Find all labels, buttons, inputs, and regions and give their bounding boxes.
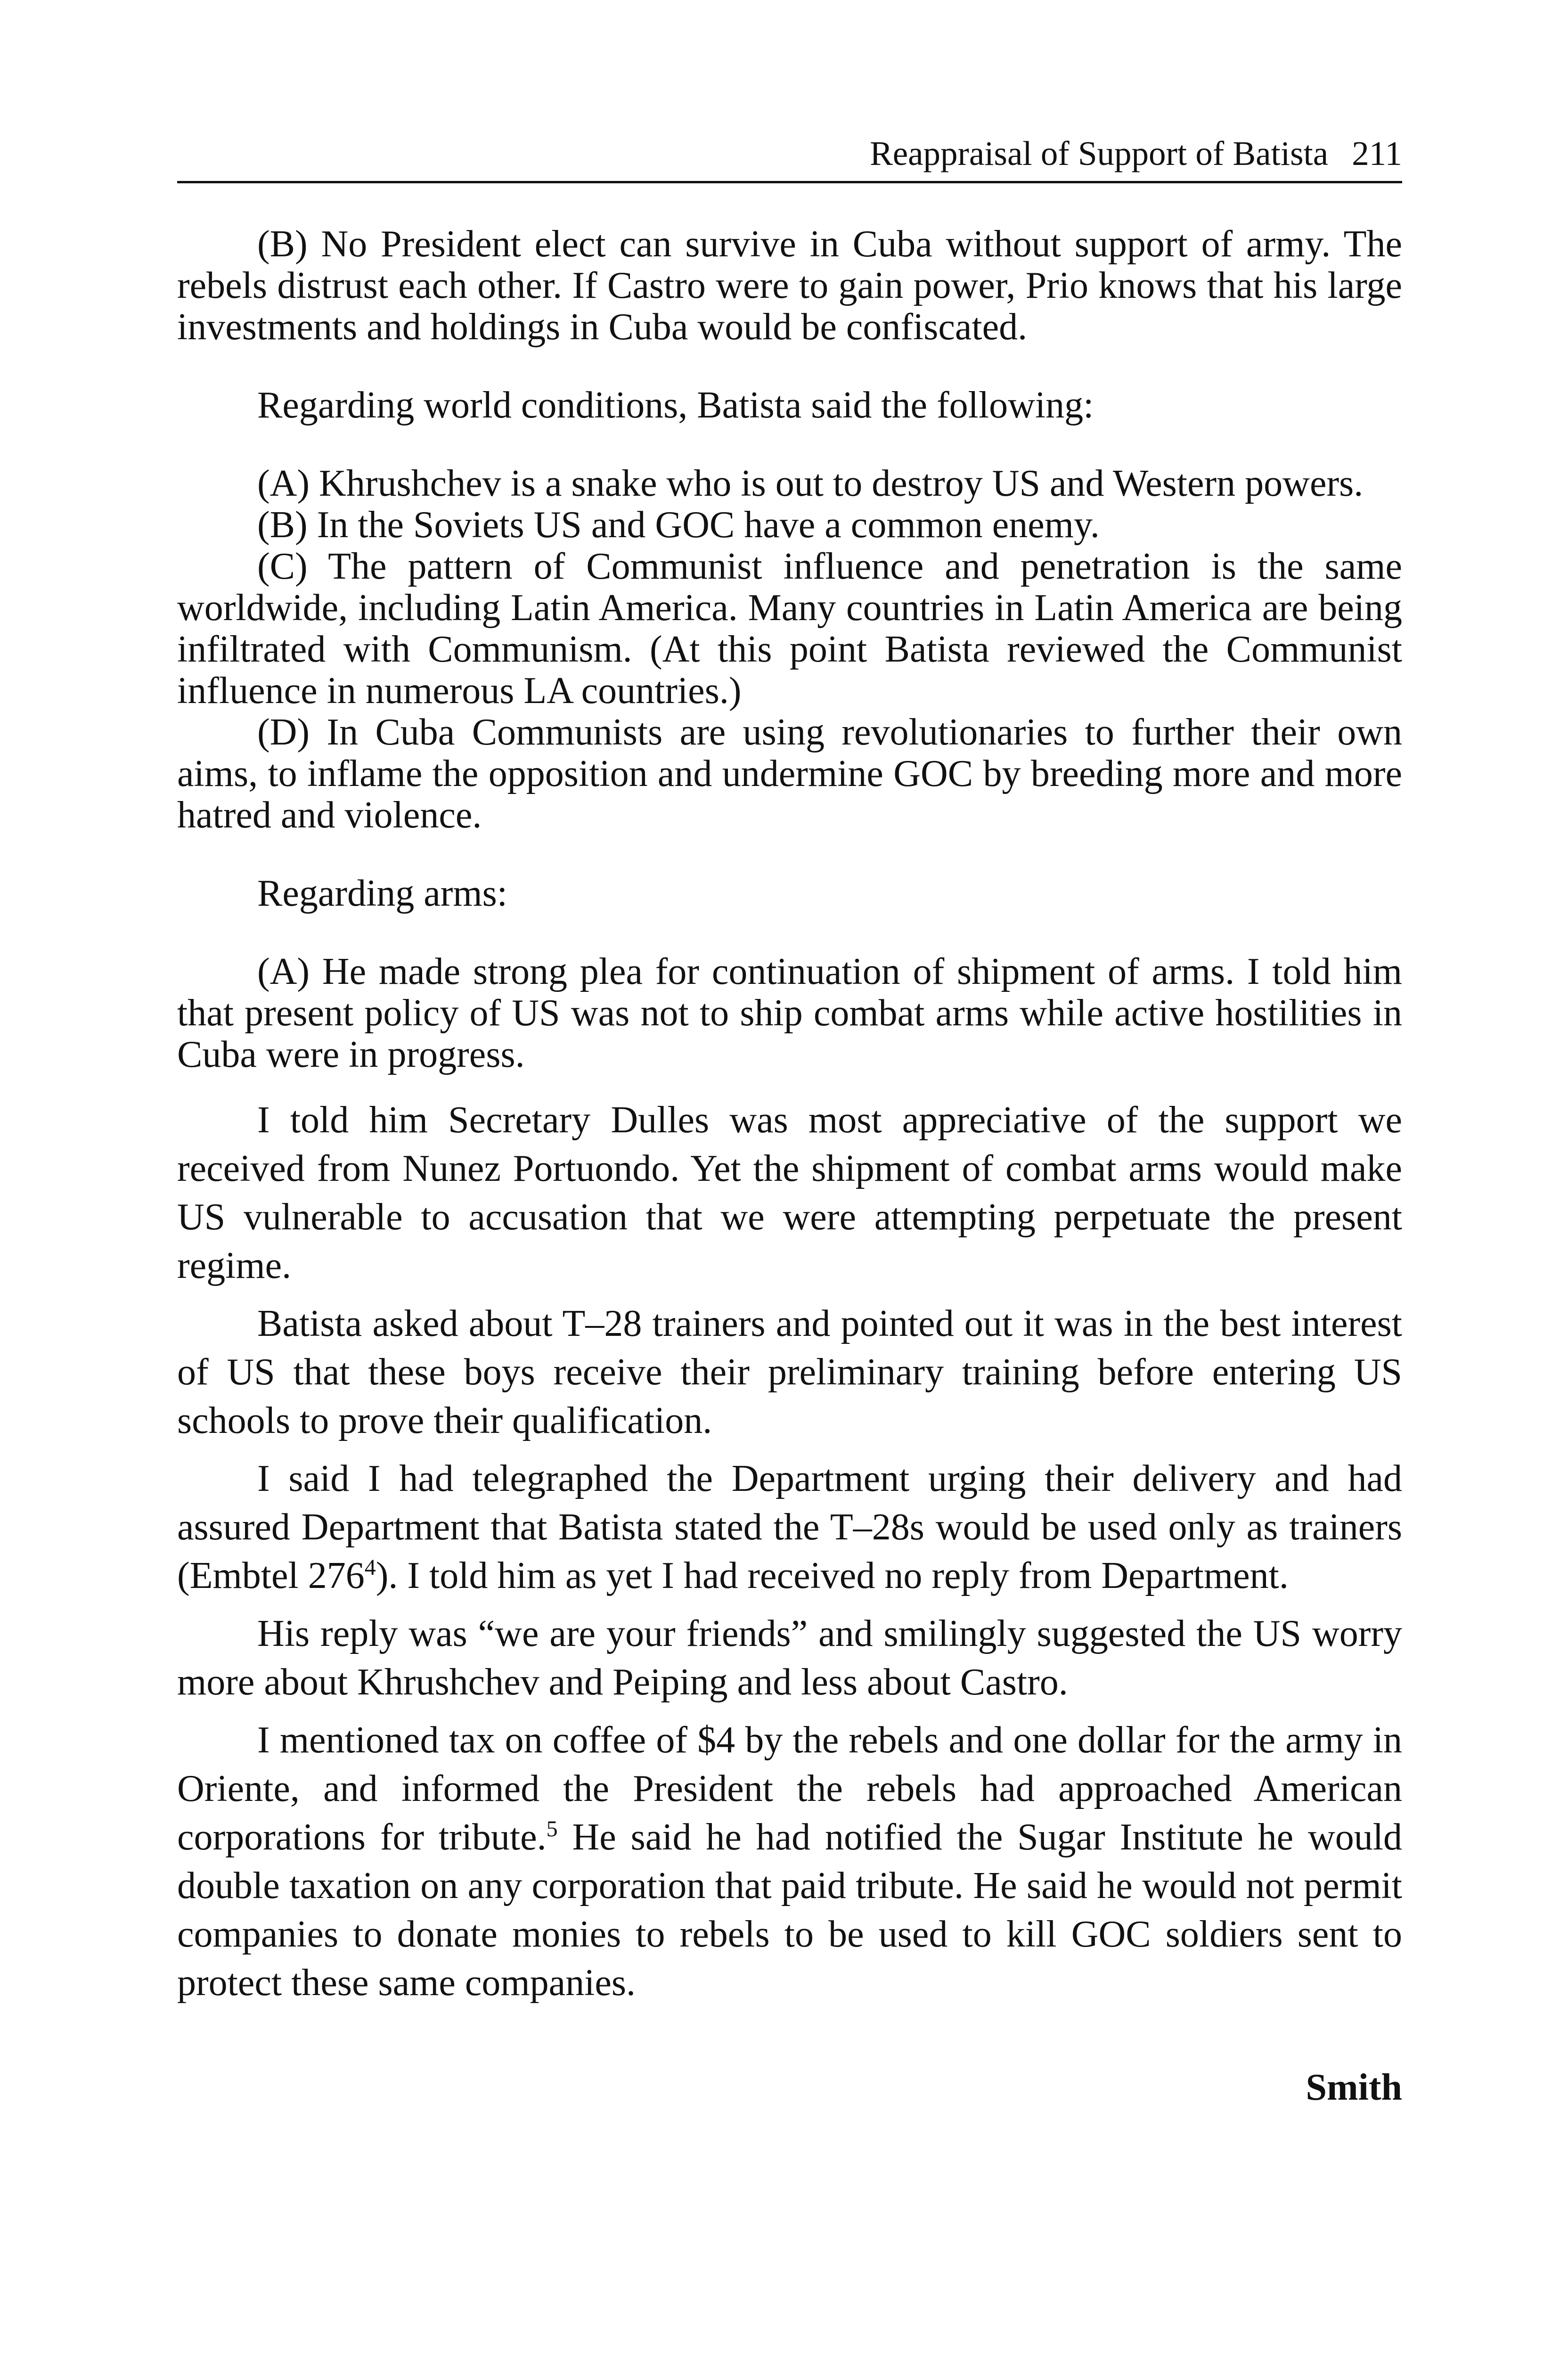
page-number: 211 bbox=[1352, 134, 1402, 172]
footnote-reference: 4 bbox=[364, 1555, 376, 1580]
paragraph-text: I said I had telegraphed the Department urging their delivery and had assured Department that Batista stated the T–28s would be used only as trainers (Embtel 276 bbox=[177, 1458, 1402, 1596]
paragraph: (B) No President elect can survive in Cuba without support of army. The rebels distrust each other. If Castro were to gain power, Prio knows that his large investments and holdings in Cuba would be confiscated. bbox=[177, 223, 1402, 348]
paragraph: Batista asked about T–28 trainers and pointed out it was in the best interest of US that these boys receive their preliminary training before entering US schools to prove their qualification. bbox=[177, 1303, 1402, 1441]
paragraph bbox=[177, 1716, 1402, 2007]
paragraph-text: He said he had notified the Sugar Institute he would double taxation on any corporation that paid tribute. He said he would not permit companies to donate monies to rebels to be used to kill GOC soldiers sent to protect these same companies. bbox=[177, 1816, 1402, 2004]
running-header bbox=[177, 131, 1402, 176]
document-body bbox=[177, 223, 1402, 2111]
header-rule bbox=[177, 181, 1402, 183]
paragraph: His reply was “we are your friends” and smilingly suggested the US worry more about Khrushchev and Peiping and less about Castro. bbox=[177, 1613, 1402, 1703]
paragraph bbox=[177, 1455, 1402, 1600]
paragraph: (D) In Cuba Communists are using revolutionaries to further their own aims, to inflame the opposition and undermine GOC by breeding more and more hatred and violence. bbox=[177, 712, 1402, 836]
paragraph: Regarding world conditions, Batista said the following: bbox=[257, 384, 1094, 426]
footnote-reference: 5 bbox=[546, 1816, 558, 1841]
paragraph-text: ). I told him as yet I had received no reply from Department. bbox=[376, 1555, 1289, 1596]
paragraph: Regarding arms: bbox=[257, 873, 507, 914]
paragraph: (B) In the Soviets US and GOC have a common enemy. bbox=[257, 504, 1100, 546]
paragraph: (C) The pattern of Communist influence and penetration is the same worldwide, including Latin America. Many countries in Latin America are being infiltrated with Communism. (At this point Batista reviewed the Communist influence in numerous LA countries.) bbox=[177, 546, 1402, 712]
paragraph: (A) Khrushchev is a snake who is out to destroy US and Western powers. bbox=[257, 463, 1364, 504]
paragraph: I told him Secretary Dulles was most appreciative of the support we received from Nunez Portuondo. Yet the shipment of combat arms would make US vulnerable to accusation that we were attempting perpetuate the present regime. bbox=[177, 1099, 1402, 1286]
running-title: Reappraisal of Support of Batista bbox=[870, 134, 1329, 172]
paragraph-text: I mentioned tax on coffee of $4 by the rebels and one dollar for the army in Oriente, and informed the President the rebels had approached American corporations for tribute. bbox=[177, 1719, 1402, 1858]
paragraph: (A) He made strong plea for continuation of shipment of arms. I told him that present policy of US was not to ship combat arms while active hostilities in Cuba were in progress. bbox=[177, 951, 1402, 1075]
signature: Smith bbox=[1306, 2067, 1402, 2108]
